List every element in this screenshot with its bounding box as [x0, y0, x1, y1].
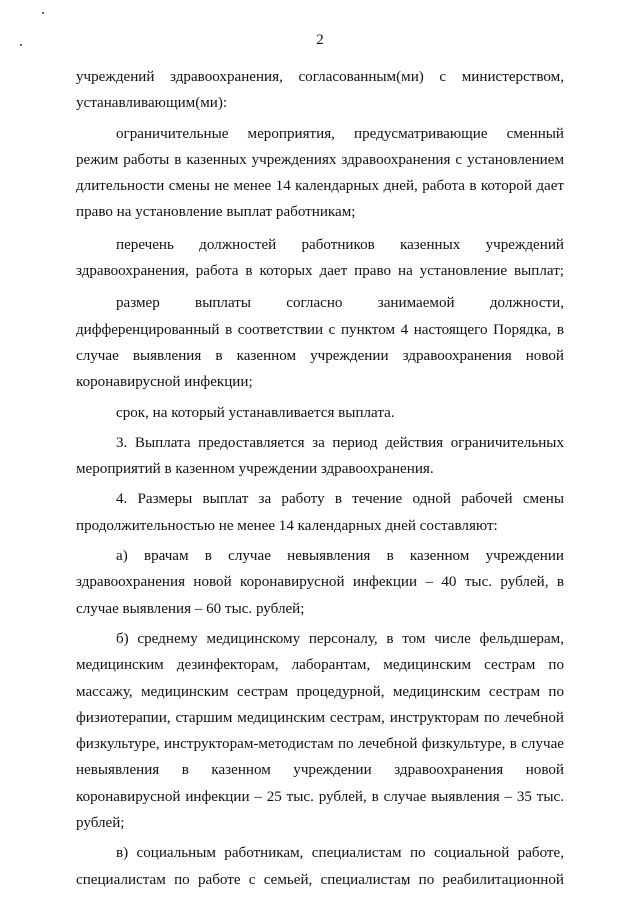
paragraph-item-4c-social-workers: в) социальным работникам, специалистам по социальной работе, специалистам по работе с семьей, специалистам по реабилитационной: [76, 845, 564, 888]
page-number: 2: [316, 32, 324, 48]
scan-speck: [42, 12, 44, 14]
document-body: [76, 64, 564, 893]
paragraph-continuation: учреждений здравоохранения, согласованным(ми) с министерством, устанавливающим(ми):: [76, 69, 564, 112]
paragraph-item-3: 3. Выплата предоставляется за период действия ограничительных мероприятий в казенном учреждении здравоохранения.: [76, 434, 564, 478]
paragraph-payment-term: срок, на который устанавливается выплата.: [116, 404, 395, 421]
paragraph-positions-list: перечень должностей работников казенных учреждений здравоохранения, работа в которых дает право на установление выплат;: [76, 236, 564, 280]
paragraph-item-4: 4. Размеры выплат за работу в течение одной рабочей смены продолжительностью не менее 14 календарных дней составляют:: [76, 491, 564, 534]
paragraph-item-4a-doctors: а) врачам в случае невыявления в казенном учреждении здравоохранения новой коронавирусной инфекции – 40 тыс. рублей, в случае выявления – 60 тыс. рублей;: [76, 548, 564, 617]
paragraph-payment-amount: размер выплаты согласно занимаемой должности, дифференцированный в соответствии с пунктом 4 настоящего Порядка, в случае выявления в казенном учреждении здравоохранения новой коронавирусной инфекции;: [76, 295, 564, 391]
paragraph-item-4b-nursing-staff: б) среднему медицинскому персоналу, в том числе фельдшерам, медицинским дезинфекторам, лаборантам, медицинским сестрам по массажу, медицинским сестрам процедурной, медицинским сестрам по физиотерапии, старшим медицинским сестрам, инструкторам по лечебной физкультуре, инструкторам-методистам по лечебной физкультуре, в случае невыявления в казенном учреждении здравоохранения новой коронавирусной инфекции – 25 тыс. рублей, в случае выявления – 35 тыс. рублей;: [76, 630, 564, 832]
paragraph-restrictive-measures: ограничительные мероприятия, предусматривающие сменный режим работы в казенных учреждениях здравоохранения с установлением длительности смены не менее 14 календарных дней, работа в которой дает право на установление выплат работникам;: [76, 125, 564, 221]
